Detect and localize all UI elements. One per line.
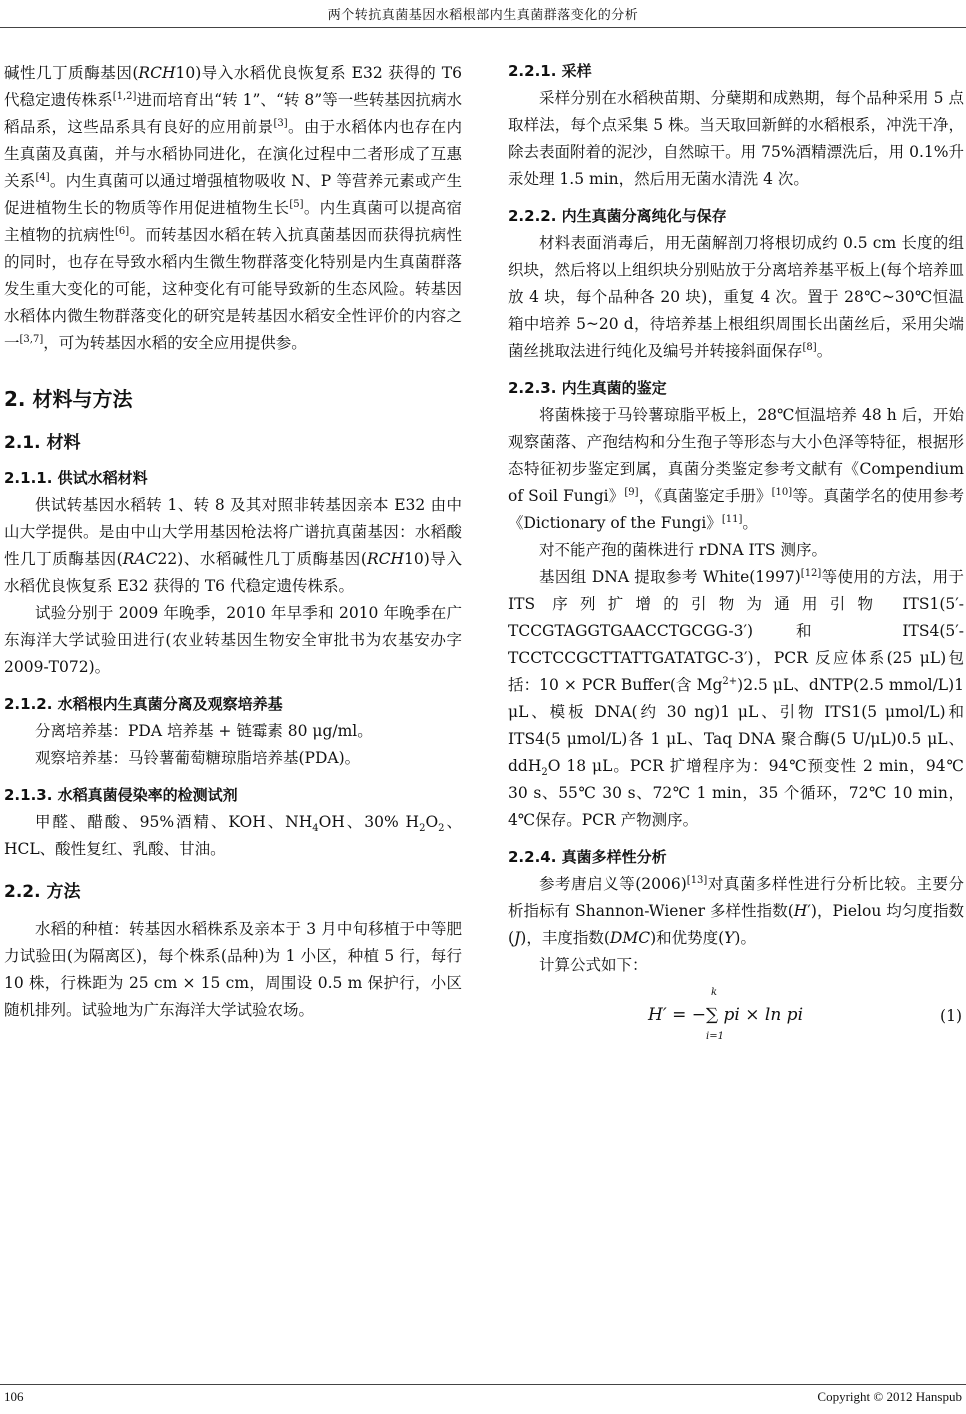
sum-upper-limit: k	[711, 987, 718, 998]
rice-material-paragraph: 供试转基因水稻转 1、转 8 及其对照非转基因亲本 E32 由中山大学提供。是由中山大学用基因枪法将广谱抗真菌基因：水稻酸性几丁质酶基因(RAC22)、水稻碱性几丁质酶基因(RCH10)导入水稻优良恢复系 E32 获得的 T6 代稳定遗传株系。	[4, 496, 462, 595]
section-2-1-3-heading: 2.1.3. 水稻真菌侵染率的检测试剂	[4, 786, 238, 804]
section-2-1-heading: 2.1. 材料	[4, 433, 81, 453]
section-2-heading: 2. 材料与方法	[4, 387, 133, 411]
footer-rule	[0, 1384, 966, 1385]
copyright-notice: Copyright © 2012 Hanspub	[817, 1389, 962, 1404]
left-column	[4, 60, 462, 1024]
diversity-paragraph: 参考唐启义等(2006)[13]对真菌多样性进行分析比较。主要分析指标有 Shannon-Wiener 多样性指数(H′)，Pielou 均匀度指数(J)，丰度指数(DMC)和优势度(Y)。	[508, 874, 964, 947]
page-number: 106	[4, 1389, 24, 1404]
isolation-paragraph: 材料表面消毒后，用无菌解剖刀将根切成约 0.5 cm 长度的组织块，然后将以上组织块分别贴放于分离培养基平板上(每个培养皿放 4 块，每个品种各 20 块)，重复 4 次。置于 28℃~30℃恒温箱中培养 5~20 d，待培养基上根组织周围长出菌丝后，采用尖端菌丝挑取法进行纯化及编号并转接斜面保存[8]。	[508, 234, 964, 360]
its-sequencing-line: 对不能产孢的菌株进行 rDNA ITS 测序。	[539, 541, 827, 559]
section-2-1-2-heading: 2.1.2. 水稻根内生真菌分离及观察培养基	[4, 695, 283, 713]
section-2-1-1-heading: 2.1.1. 供试水稻材料	[4, 469, 148, 487]
section-2-2-4-heading: 2.2.4. 真菌多样性分析	[508, 848, 667, 866]
section-2-2-3-heading: 2.2.3. 内生真菌的鉴定	[508, 379, 667, 397]
reagents-paragraph: 甲醛、醋酸、95%酒精、KOH、$NH_4OH$、30% $H_2O_2$、HCL、酸性复红、乳酸、甘油。	[4, 813, 462, 858]
formula-expression: H′ = −∑ pi × ln pi	[648, 1005, 804, 1025]
shannon-formula	[508, 987, 964, 1049]
identification-paragraph: 将菌株接于马铃薯琼脂平板上，28℃恒温培养 48 h 后，开始观察菌落、产孢结构和分生孢子等形态与大小色泽等特征，根据形态特征初步鉴定到属，真菌分类鉴定参考文献有《Compendium of Soil Fungi》[9]，《真菌鉴定手册》[10]等。真菌学名的使用参考《Dictionary of the Fungi》[11]。	[508, 406, 964, 532]
sum-lower-limit: i=1	[706, 1031, 724, 1042]
formula-intro-line: 计算公式如下：	[539, 956, 648, 974]
observation-medium-line: 观察培养基：马铃薯葡萄糖琼脂培养基(PDA)。	[35, 749, 361, 767]
isolation-medium-line: 分离培养基：PDA 培养基 + 链霉素 80 μg/ml。	[35, 722, 373, 740]
running-header: 两个转抗真菌基因水稻根部内生真菌群落变化的分析	[327, 8, 639, 23]
planting-paragraph: 水稻的种植：转基因水稻株系及亲本于 3 月中旬移植于中等肥力试验田(为隔离区)，每个株系(品种)为 1 小区，种植 5 行，每行 10 株，行株距为 25 cm × 15 cm，周围设 0.5 m 保护行，小区随机排列。试验地为广东海洋大学试验农场。	[4, 920, 462, 1019]
sampling-paragraph: 采样分别在水稻秧苗期、分蘖期和成熟期，每个品种采用 5 点取样法，每个点采集 5 株。当天取回新鲜的水稻根系，冲洗干净，除去表面附着的泥沙，自然晾干。用 75%酒精漂洗后，用 0.1%升汞处理 1.5 min，然后用无菌水清洗 4 次。	[508, 89, 964, 188]
right-column	[508, 60, 964, 1049]
equation-number: (1)	[940, 1007, 962, 1025]
section-2-2-heading: 2.2. 方法	[4, 882, 81, 902]
section-2-2-2-heading: 2.2.2. 内生真菌分离纯化与保存	[508, 207, 727, 225]
field-trial-paragraph: 试验分别于 2009 年晚季，2010 年早季和 2010 年晚季在广东海洋大学试验田进行(农业转基因生物安全审批书为农基安办字 2009-T072)。	[4, 604, 462, 676]
intro-paragraph: 碱性几丁质酶基因(RCH10)导入水稻优良恢复系 E32 获得的 T6 代稳定遗传株系[1,2]进而培育出“转 1”、“转 8”等一些转基因抗病水稻品系，这些品系具有良好的应用前景[3]。由于水稻体内也存在内生真菌及真菌，并与水稻协同进化，在演化过程中二者形成了互惠关系[4]。内生真菌可以通过增强植物吸收 N、P 等营养元素或产生促进植物生长的物质等作用促进植物生长[5]。内生真菌可以提高宿主植物的抗病性[6]。而转基因水稻在转入抗真菌基因而获得抗病性的同时，也存在导致水稻内生微生物群落变化特别是内生真菌群落发生重大变化的可能，这种变化有可能导致新的生态风险。转基因水稻体内微生物群落变化的研究是转基因水稻安全性评价的内容之一[3,7]，可为转基因水稻的安全应用提供参。	[4, 64, 462, 352]
header-rule	[0, 27, 966, 28]
pcr-paragraph: 基因组 DNA 提取参考 White(1997)[12]等使用的方法，用于 ITS 序列扩增的引物为通用引物 ITS1(5′-TCCGTAGGTGAACCTGCGG-3′)和 ITS4(5′-TCCTCCGCTTATTGATATGC-3′)，PCR 反应体系(25 μL)包括：10 × PCR Buffer(含 $Mg^{2+})2.5$ μL、dNTP(2.5 mmol/L)1 μL、模板 DNA(约 30 ng)1 μL、引物 ITS1(5 μmol/L)和 ITS4(5 μmol/L)各 1 μL、Taq DNA 聚合酶(5 U/μL)0.5 μL、ddH$_2$O 18 μL。PCR 扩增程序为：94℃预变性 2 min，94℃ 30 s、55℃ 30 s、72℃ 1 min，35 个循环，72℃ 10 min，4℃保存。PCR 产物测序。	[508, 567, 964, 829]
section-2-2-1-heading: 2.2.1. 采样	[508, 62, 592, 80]
